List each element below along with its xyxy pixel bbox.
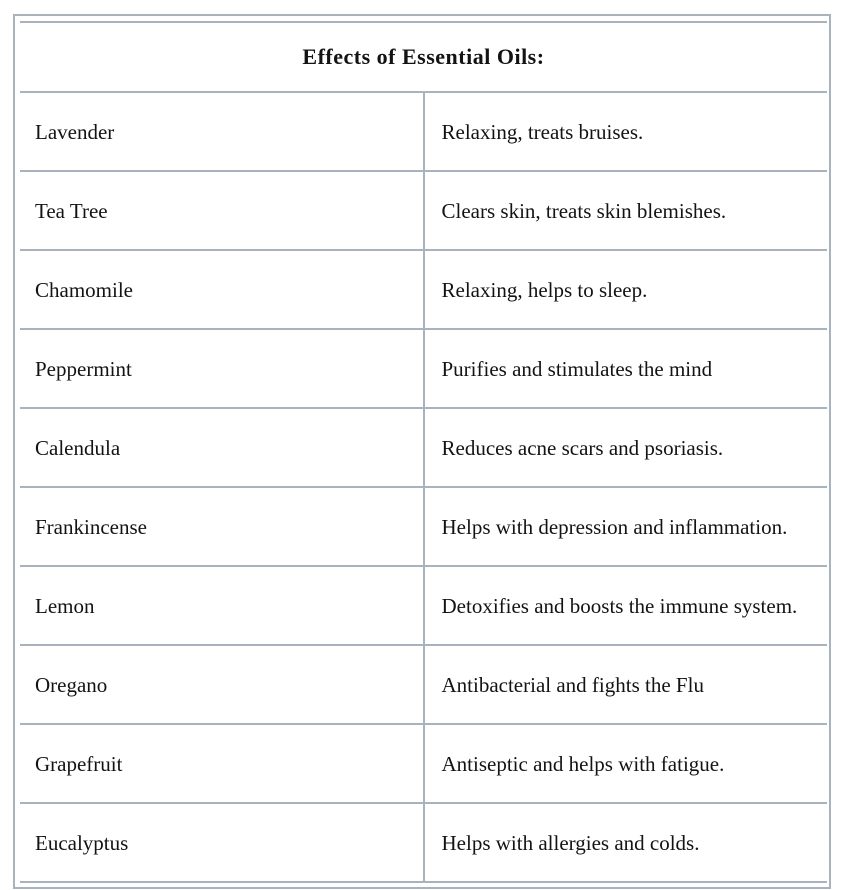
oil-effect-cell: Antiseptic and helps with fatigue. <box>424 724 828 803</box>
oil-name-cell: Frankincense <box>20 487 424 566</box>
oil-name-cell: Lemon <box>20 566 424 645</box>
oils-table <box>20 21 827 883</box>
oil-effect-cell: Relaxing, treats bruises. <box>424 92 828 171</box>
table-row <box>20 487 827 566</box>
table-row <box>20 171 827 250</box>
essential-oils-table <box>13 14 831 889</box>
oil-name-cell: Tea Tree <box>20 171 424 250</box>
table-row <box>20 645 827 724</box>
oil-effect-cell: Reduces acne scars and psoriasis. <box>424 408 828 487</box>
oil-effect-cell: Antibacterial and fights the Flu <box>424 645 828 724</box>
table-row <box>20 329 827 408</box>
oil-effect-cell: Clears skin, treats skin blemishes. <box>424 171 828 250</box>
table-row <box>20 408 827 487</box>
table-row <box>20 566 827 645</box>
table-title-row <box>20 22 827 92</box>
table-row <box>20 724 827 803</box>
oil-name-cell: Eucalyptus <box>20 803 424 882</box>
table-row <box>20 92 827 171</box>
table-title: Effects of Essential Oils: <box>20 22 827 92</box>
oil-effect-cell: Helps with allergies and colds. <box>424 803 828 882</box>
oil-name-cell: Chamomile <box>20 250 424 329</box>
oil-name-cell: Calendula <box>20 408 424 487</box>
oil-effect-cell: Purifies and stimulates the mind <box>424 329 828 408</box>
oil-name-cell: Peppermint <box>20 329 424 408</box>
table-row <box>20 250 827 329</box>
table-row <box>20 803 827 882</box>
oil-effect-cell: Detoxifies and boosts the immune system. <box>424 566 828 645</box>
oil-effect-cell: Relaxing, helps to sleep. <box>424 250 828 329</box>
oil-effect-cell: Helps with depression and inflammation. <box>424 487 828 566</box>
oil-name-cell: Grapefruit <box>20 724 424 803</box>
oil-name-cell: Lavender <box>20 92 424 171</box>
oil-name-cell: Oregano <box>20 645 424 724</box>
